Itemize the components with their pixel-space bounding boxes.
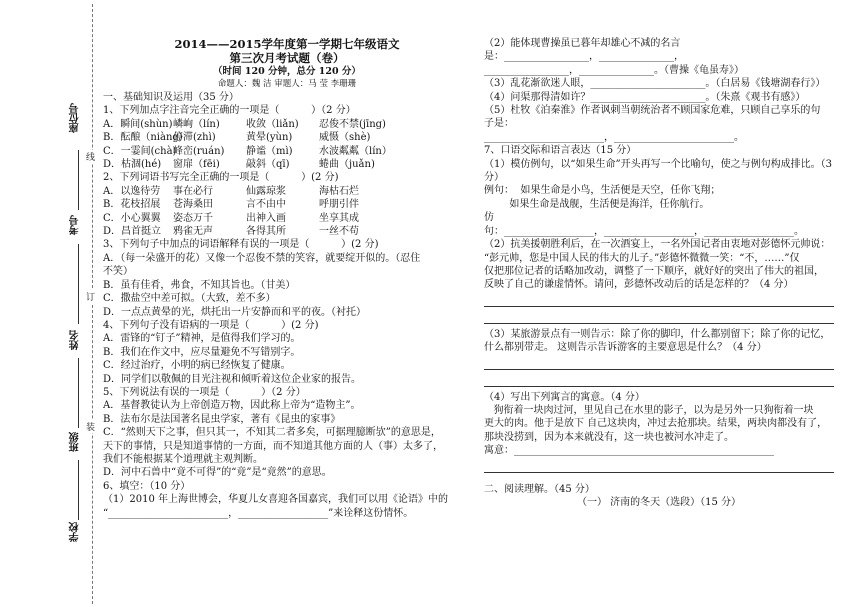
question-line: （2）能体现曹操虽已暮年却雄心不减的名言	[484, 38, 681, 49]
question-line: B．法布尔是法国著名昆虫学家，著有《昆虫的家事》	[103, 413, 341, 425]
question-line: C．经过治疗，小明的病已经恢复了健康。	[103, 360, 291, 372]
option-cell: A．以逸待劳	[103, 185, 161, 197]
left-body	[103, 91, 471, 520]
option-cell: 忍俊不禁(jīng)	[319, 118, 386, 130]
q1-option-row	[103, 118, 471, 131]
question-line: A．雷锋的“钉子”精神，是值得我们学习的。	[103, 333, 301, 345]
option-cell: 嶙峋（lín)	[173, 118, 220, 130]
q1-option-row	[103, 158, 471, 171]
question-line: 6、填空：（10 分）	[103, 480, 191, 492]
exam-number-label: 考号	[70, 215, 81, 235]
option-cell: 苍海桑田	[173, 199, 213, 211]
answer-line[interactable]	[484, 311, 834, 324]
option-cell: 峰峦(ruán)	[173, 145, 225, 157]
option-cell: D．昌首挺立	[103, 226, 162, 238]
question-line: 反映了自己的谦虚情怀。请问，彭德怀改动后的话是怎样的？（4 分）	[484, 279, 794, 291]
left-column	[103, 0, 471, 520]
question-line: 那块没捞到，因为本来就没有，这一块也被河水冲走了。	[484, 431, 734, 443]
q1-option-row	[103, 145, 471, 158]
option-cell: C．小心翼翼	[103, 212, 161, 224]
question-line: “彭元帅，您是中国人民的伟大的儿子。”彭德怀微微一笑：“不，……”仅	[484, 252, 800, 264]
name-label: 姓名	[70, 330, 81, 350]
class-label: 班级	[70, 432, 81, 452]
question-line: （1）模仿例句，以“如果生命”开头再写一个比喻句，使之与例句构成排比。（3	[484, 158, 832, 170]
question-line: A．基督教徒认为上帝创造万物，因此称上帝为“造物主”。	[103, 400, 361, 412]
option-cell: 静谧（mì)	[246, 145, 293, 157]
option-cell: 坐享其成	[319, 212, 359, 224]
exam-time: （时间 120 分钟，总分 120 分）	[213, 66, 361, 77]
question-line: 1、下列加点字注音完全正确的一项是（ ）（2 分）	[103, 105, 356, 117]
mark-zhuang: 装	[86, 420, 95, 433]
option-cell: 鸦雀无声	[173, 226, 213, 238]
name-line	[78, 358, 80, 428]
option-cell: 停滞(zhì)	[173, 132, 216, 144]
question-line: （4）问渠那得清如许？_______________________。（朱熹《观书有感》）	[484, 91, 806, 103]
option-cell: 威慑（shè)	[319, 132, 371, 144]
question-line: 句：__________________，__________________，__________________。	[484, 225, 804, 237]
answer-line[interactable]	[484, 294, 834, 307]
option-cell: 收敛（liǎn)	[246, 118, 299, 130]
question-line: 2、下列词语书写完全正确的一项是（ ）(2 分)	[103, 172, 339, 184]
mark-xian: 线	[86, 150, 95, 163]
option-cell: B．酝酿（niàng)	[103, 132, 183, 144]
seat-number-label: 座位号	[70, 103, 81, 133]
question-line: 更大的肉。他于是放下 自己这块肉，冲过去抢那块。结果，两块肉都没有了，	[484, 418, 828, 430]
right-column	[484, 0, 834, 509]
q2-option-row	[103, 185, 471, 198]
school-label: 学校	[70, 522, 81, 542]
answer-line[interactable]	[484, 374, 834, 387]
exam-authors: 命题人：魏 洁 审题人：马 莹 李珊珊	[217, 79, 357, 89]
option-cell: 言不由中	[246, 199, 286, 211]
question-line: 分）	[484, 172, 504, 184]
question-line: 例句： 如果生命是小鸟，生活便是天空，任你飞翔；	[484, 185, 721, 197]
option-cell: 蜷曲（juǎn)	[319, 159, 375, 171]
option-cell: D．枯涸(hé)	[103, 159, 162, 171]
exam-title: 2014——2015学年度第一学期七年级语文	[174, 37, 400, 51]
binding-dashed-line	[92, 4, 93, 604]
question-line: 3、下列句子中加点的词语解释有误的一项是（ ）(2 分)	[103, 239, 379, 251]
question-line: 狗衔着一块肉过河，里见自己在水里的影子，以为是另外一只狗衔着一块	[484, 404, 814, 416]
question-line: （5）杜牧《泊秦淮》作者讽刺当朝统治者不顾国家危难，只顾自己享乐的句	[484, 105, 821, 117]
question-line: （1）2010 年上海世博会，华夏儿女喜迎各国嘉宾，我们可以用《论语》中的	[103, 494, 448, 506]
question-line: （3）某旅游景点有一则告示：除了你的脚印，什么都别留下；除了你的记忆，	[484, 328, 831, 340]
q2-option-row	[103, 198, 471, 211]
option-cell: 姿态万千	[173, 212, 213, 224]
question-line: D．一点点黄晕的光，烘托出一片安静而和平的夜。（衬托）	[103, 306, 367, 318]
question-line: D．同学们以敬佩的目光注视和倾听着这位企业家的报告。	[103, 373, 362, 385]
option-cell: 海枯石烂	[319, 185, 359, 197]
question-line: 寓意：____________________________________________________	[484, 445, 774, 457]
question-line: 是：_________________，_______________，	[484, 51, 684, 63]
option-cell: 事在必行	[173, 185, 213, 197]
option-cell: 各得其所	[246, 226, 286, 238]
section-heading: 二、阅读理解。（45 分）	[484, 483, 595, 495]
question-line: （3）乱花渐欲迷人眼，_______________________。（白居易《钱塘湖春行》）	[484, 78, 826, 90]
question-line: 7、口语交际和语言表达（15 分）	[484, 145, 637, 157]
q2-option-row	[103, 212, 471, 225]
option-cell: 黄晕(yùn)	[246, 132, 293, 144]
question-line: _________________，_______________。（曹操《龟虽寿》）	[484, 64, 744, 76]
question-line: D．河中石兽中“竟不可得”的“竟”是“竟然”的意思。	[103, 467, 332, 479]
question-line: （4）写出下列寓言的寓意。（4 分）	[484, 391, 645, 403]
answer-line[interactable]	[484, 460, 834, 473]
question-line: 如果生命是战舰，生活便是海洋，任你航行。	[484, 198, 710, 210]
class-line	[78, 460, 80, 520]
answer-line[interactable]	[484, 357, 834, 370]
question-line: 仿	[484, 212, 494, 224]
question-line: ________________________，________________________。	[484, 131, 744, 143]
option-cell: B．花枝招展	[103, 199, 161, 211]
option-cell: 水波粼粼（lín）	[319, 145, 392, 157]
q1-option-row	[103, 131, 471, 144]
question-line: 不笑）	[103, 266, 133, 278]
question-line: 什么都别带走。 这则告示告诉游客的主要意思是什么？（4 分）	[484, 342, 767, 354]
binding-margin	[0, 0, 100, 607]
mark-ding: 订	[86, 290, 95, 303]
option-cell: 出神入画	[246, 212, 286, 224]
question-line: （2）抗美援朝胜利后，在一次酒宴上，一名外国记者由衷地对彭德怀元帅说：	[484, 239, 831, 251]
option-cell: A．瞬间(shùn)	[103, 118, 173, 130]
option-cell: 仙露琼浆	[246, 185, 286, 197]
question-line: “________________________，__________________”来诠释这份情怀。	[103, 507, 414, 519]
question-line: 5、下列说法有误的一项是（ ）（2 分）	[103, 386, 306, 398]
question-line: B．我们在作文中，应尽量避免不写错别字。	[103, 346, 301, 358]
q2-option-row	[103, 225, 471, 238]
question-line: B．虽有佳肴，弗食，不知其旨也。（甘美）	[103, 279, 296, 291]
option-cell: 呼朋引伴	[319, 199, 359, 211]
reading-title: （一） 济南的冬天（选段）（15 分）	[576, 496, 742, 508]
question-line: 一、基础知识及运用（35 分）	[103, 92, 239, 103]
seat-number-line	[78, 150, 80, 210]
question-line: C．撒盐空中差可拟。（大致，差不多）	[103, 293, 276, 305]
option-cell: 一丝不苟	[319, 226, 359, 238]
option-cell: C．一霎间(chà)	[103, 145, 177, 157]
question-line: A．（每一朵盛开的花）又像一个忍俊不禁的笑容，就要绽开似的。（忍住	[103, 252, 421, 264]
right-body	[484, 37, 834, 509]
question-line: C．“然则天下之事，但只其一，不知其二者多矣，可据理臆断欤”的意思是，	[103, 427, 441, 439]
question-line: 4、下列句子没有语病的一项是（ ）(2 分)	[103, 319, 319, 331]
question-line: 天下的事情，只是知道事情的一方面，而不知道其他方面的人（事）太多了，	[103, 440, 443, 452]
option-cell: 窗扉（fēi)	[173, 159, 220, 171]
exam-subtitle: 第三次月考试题（卷）	[229, 51, 345, 65]
question-line: 子是：	[484, 118, 514, 130]
exam-number-line	[78, 244, 80, 324]
question-line: 仅把那位记者的话略加改动，调整了一下顺序，就好好的突出了伟大的祖国，	[484, 265, 824, 277]
question-line: 我们不能根据某个道理就主观判断。	[103, 453, 263, 465]
option-cell: 敲斜（qī)	[246, 159, 290, 171]
